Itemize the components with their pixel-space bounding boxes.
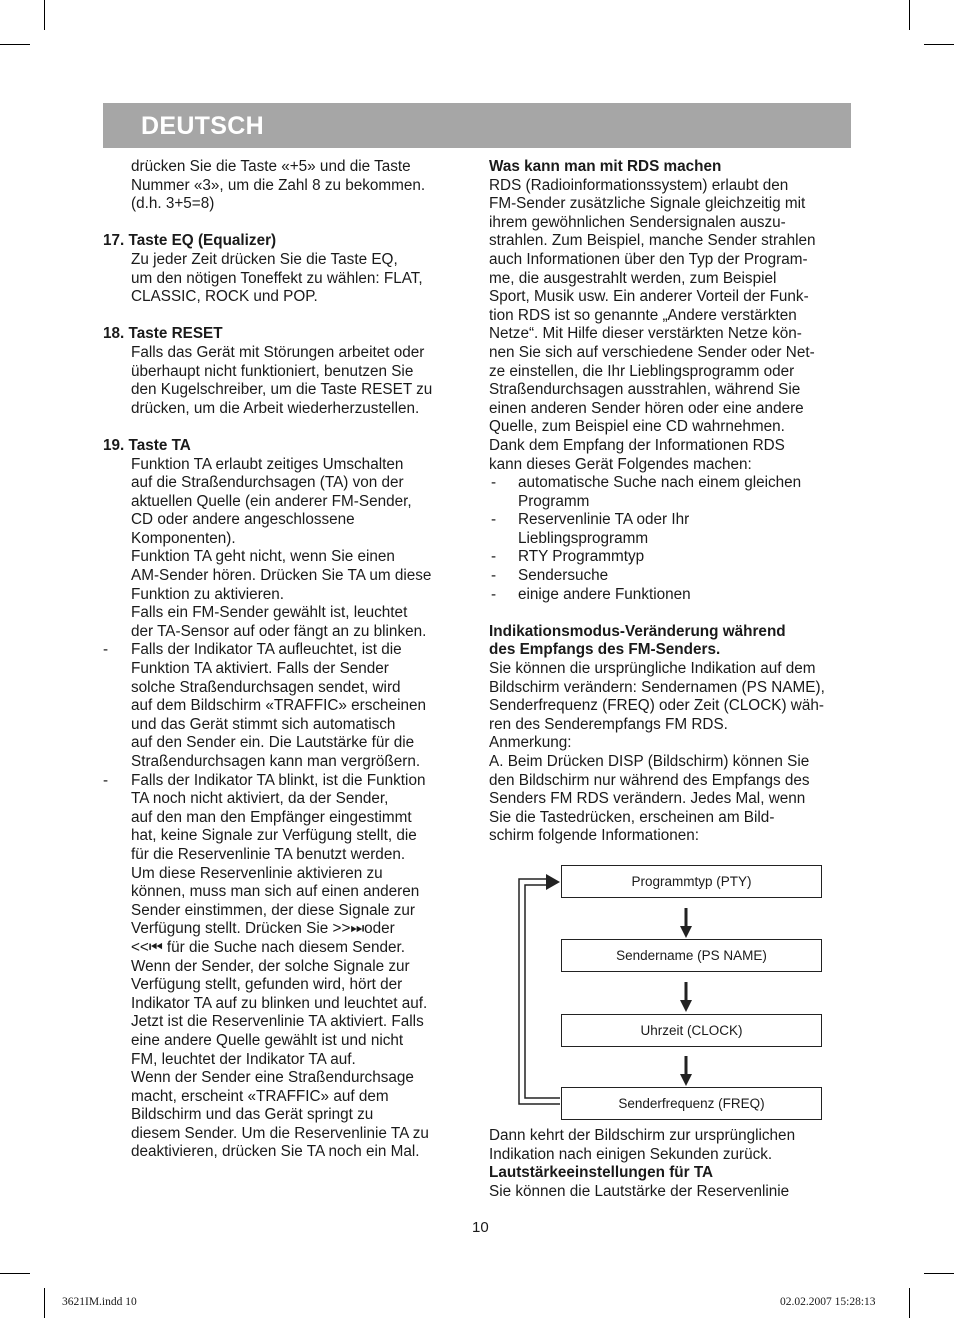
text-line: Senders FM RDS verändern. Jedes Mal, wenn — [489, 790, 806, 808]
text-line: Sie können die ursprüngliche Indikation auf dem — [489, 660, 816, 678]
text-line: Funktion TA aktiviert. Falls der Sender — [131, 660, 389, 678]
text-line: Quelle, zum Beispiel eine CD wahrnehmen. — [489, 418, 785, 436]
text-line: Straßendurchsagen ausstrahlen, während Sie — [489, 381, 801, 399]
text-line: einige andere Funktionen — [518, 585, 691, 603]
text-line: Falls der Indikator TA blinkt, ist die Funktion — [131, 771, 426, 789]
text-line: aktuellen Quelle (ein anderer FM-Sender, — [131, 492, 412, 510]
text-line: eine andere Quelle gewählt ist und nicht — [131, 1031, 404, 1049]
text-line: Um diese Reservenlinie aktivieren zu — [131, 864, 383, 882]
text-line: um den nötigen Toneffekt zu wählen: FLAT, — [131, 269, 423, 287]
text-line: den Bildschirm nur während des Empfangs des — [489, 771, 810, 789]
text-line: Bildschirm und das Gerät springt zu — [131, 1106, 374, 1124]
text-line: Komponenten). — [131, 529, 236, 547]
footer-date: 02.02.2007 15:28:13 — [780, 1296, 876, 1308]
text-line: (d.h. 3+5=8) — [131, 195, 215, 213]
text-line: strahlen. Zum Beispiel, manche Sender strahlen — [489, 232, 816, 250]
text-line: FM-Sender zusätzliche Signale gleichzeitig mit — [489, 195, 806, 213]
text-line: Indikation nach einigen Sekunden zurück. — [489, 1145, 773, 1163]
text-line: auch Informationen über den Typ der Program- — [489, 250, 808, 268]
text-line: nen Sie sich auf verschiedene Sender oder Net- — [489, 343, 815, 361]
indication-title: Indikationsmodus-Veränderung während — [489, 622, 786, 640]
right-column-bottom — [489, 1127, 851, 1201]
text-line: Sie die Tastedrücken, erscheinen am Bild- — [489, 808, 775, 826]
text-line: Falls der Indikator TA aufleuchtet, ist die — [131, 641, 402, 659]
text-line: Wenn der Sender, der solche Signale zur — [131, 957, 410, 975]
text-line: hat, keine Signale zur Verfügung stellt, die — [131, 827, 417, 845]
text-line: CLASSIC, ROCK und POP. — [131, 288, 318, 306]
text-line: Dank dem Empfang der Informationen RDS — [489, 436, 785, 454]
text-line: für die Reservenlinie TA benutzt werden. — [131, 845, 406, 863]
text-line: Indikator TA auf zu blinken und leuchtet auf. — [131, 994, 428, 1012]
bullet-dash: - — [491, 548, 497, 566]
text-line: Sport, Musik usw. Ein anderer Vorteil der Funk- — [489, 288, 809, 306]
page-number: 10 — [472, 1219, 489, 1236]
text-line: Funktion zu aktivieren. — [131, 585, 285, 603]
text-line: Straßendurchsagen kann man vergrößern. — [131, 753, 421, 770]
volume-title: Lautstärkeeinstellungen für TA — [489, 1164, 714, 1182]
text-line: Wenn der Sender eine Straßendurchsage — [131, 1069, 414, 1087]
text-line: und das Gerät stimmt sich automatisch — [131, 715, 396, 733]
text-line: auf dem Bildschirm «TRAFFIC» erscheinen — [131, 697, 426, 715]
text-line: macht, erscheint «TRAFFIC» auf dem — [131, 1087, 389, 1105]
text-line: Sie können die Lautstärke der Reservenlinie — [489, 1182, 790, 1200]
text-line: tion RDS ist so genannte „Andere verstärkten — [489, 306, 797, 324]
section-19-title: 19. Taste TA — [103, 436, 191, 454]
text-line: drücken, um die Arbeit wiederherzustellen. — [131, 399, 420, 417]
bullet-dash: - — [491, 567, 497, 585]
text-line: Netze“. Mit Hilfe dieser verstärkten Netze kön- — [489, 325, 802, 343]
text-line: TA noch nicht aktiviert, da der Sender, — [131, 790, 389, 808]
text-line: überhaupt nicht funktioniert, benutzen Sie — [131, 362, 414, 380]
rds-title: Was kann man mit RDS machen — [489, 158, 722, 175]
text-line: Falls ein FM-Sender gewählt ist, leuchtet — [131, 604, 408, 622]
text-line: Senderfrequenz (FREQ) oder Zeit (CLOCK) wäh- — [489, 697, 824, 715]
flow-box-ps-name: Sendername (PS NAME) — [561, 939, 822, 972]
text-line: CD oder andere angeschlossene — [131, 511, 355, 529]
indication-title: des Empfangs des FM-Senders. — [489, 641, 721, 659]
text-line: diesem Sender. Um die Reservenlinie TA zu — [131, 1124, 429, 1142]
text-line: Jetzt ist die Reservenlinie TA aktiviert. Falls — [131, 1013, 424, 1031]
text-line: AM-Sender hören. Drücken Sie TA um diese — [131, 567, 432, 585]
text-line: einen anderen Sender hören oder eine andere — [489, 399, 804, 417]
text-line: drücken Sie die Taste «+5» und die Taste — [131, 158, 411, 175]
text-line: FM, leuchtet der Indikator TA auf. — [131, 1050, 356, 1068]
bullet-dash: - — [491, 474, 497, 492]
text-line: auf den Sender ein. Die Lautstärke für die — [131, 734, 415, 752]
bullet-dash: - — [491, 511, 497, 529]
text-line: Funktion TA erlaubt zeitiges Umschalten — [131, 455, 404, 473]
text-line: RTY Programmtyp — [518, 548, 645, 566]
text-line: auf den man den Empfänger eingestimmt — [131, 808, 412, 826]
header-title: DEUTSCH — [141, 112, 264, 140]
flow-box-clock: Uhrzeit (CLOCK) — [561, 1014, 822, 1047]
text-line: Lieblingsprogramm — [518, 529, 649, 547]
text-line: Verfügung stellt. Drücken Sie >>⏭oder — [131, 920, 395, 938]
text-line: Reservenlinie TA oder Ihr — [518, 511, 690, 529]
text-line: solche Straßendurchsagen sendet, wird — [131, 678, 401, 696]
text-line: RDS (Radioinformationssystem) erlaubt den — [489, 176, 789, 194]
text-line: kann dieses Gerät Folgendes machen: — [489, 455, 752, 473]
text-line: Bildschirm verändern: Sendernamen (PS NAME), — [489, 678, 825, 696]
section-17-title: 17. Taste EQ (Equalizer) — [103, 232, 277, 250]
text-line: Funktion TA geht nicht, wenn Sie einen — [131, 548, 395, 566]
text-line: <<⏮ für die Suche nach diesem Sender. — [131, 938, 405, 956]
text-line: der TA-Sensor auf oder fängt an zu blinken. — [131, 622, 427, 640]
text-line: können, muss man sich auf einen anderen — [131, 883, 420, 901]
text-line: Zu jeder Zeit drücken Sie die Taste EQ, — [131, 250, 398, 268]
bullet-dash: - — [103, 641, 109, 659]
text-line: me, die ausgestrahlt werden, zum Beispiel — [489, 269, 777, 287]
text-line: Verfügung stellt, gefunden wird, hört der — [131, 976, 403, 994]
text-line: Anmerkung: — [489, 734, 572, 752]
text-line: schirm folgende Informationen: — [489, 827, 700, 845]
text-line: Falls das Gerät mit Störungen arbeitet oder — [131, 343, 425, 361]
text-line: A. Beim Drücken DISP (Bildschirm) können Sie — [489, 753, 810, 770]
bullet-dash: - — [491, 585, 497, 603]
text-line: Dann kehrt der Bildschirm zur ursprünglichen — [489, 1127, 796, 1144]
text-line: automatische Suche nach einem gleichen — [518, 474, 802, 492]
text-line: Sendersuche — [518, 567, 609, 585]
text-line: Programm — [518, 492, 590, 510]
text-line: ren des Senderempfangs FM RDS. — [489, 715, 728, 733]
flow-box-freq: Senderfrequenz (FREQ) — [561, 1087, 822, 1120]
text-line: Nummer «3», um die Zahl 8 zu bekommen. — [131, 176, 426, 194]
bullet-dash: - — [103, 771, 109, 789]
flow-box-pty: Programmtyp (PTY) — [561, 865, 822, 898]
text-line: Sender einstimmen, der diese Signale zur — [131, 901, 415, 919]
footer-file: 3621IM.indd 10 — [62, 1296, 137, 1308]
text-line: deaktivieren, drücken Sie TA noch ein Mal. — [131, 1143, 420, 1161]
section-18-title: 18. Taste RESET — [103, 325, 223, 343]
text-line: auf die Straßendurchsagen (TA) von der — [131, 474, 404, 492]
text-line: ze einstellen, die Ihr Lieblingsprogramm oder — [489, 362, 795, 380]
text-line: ihrem gewöhnlichen Sendersignalen auszu- — [489, 213, 786, 231]
text-line: den Kugelschreiber, um die Taste RESET zu — [131, 381, 433, 399]
